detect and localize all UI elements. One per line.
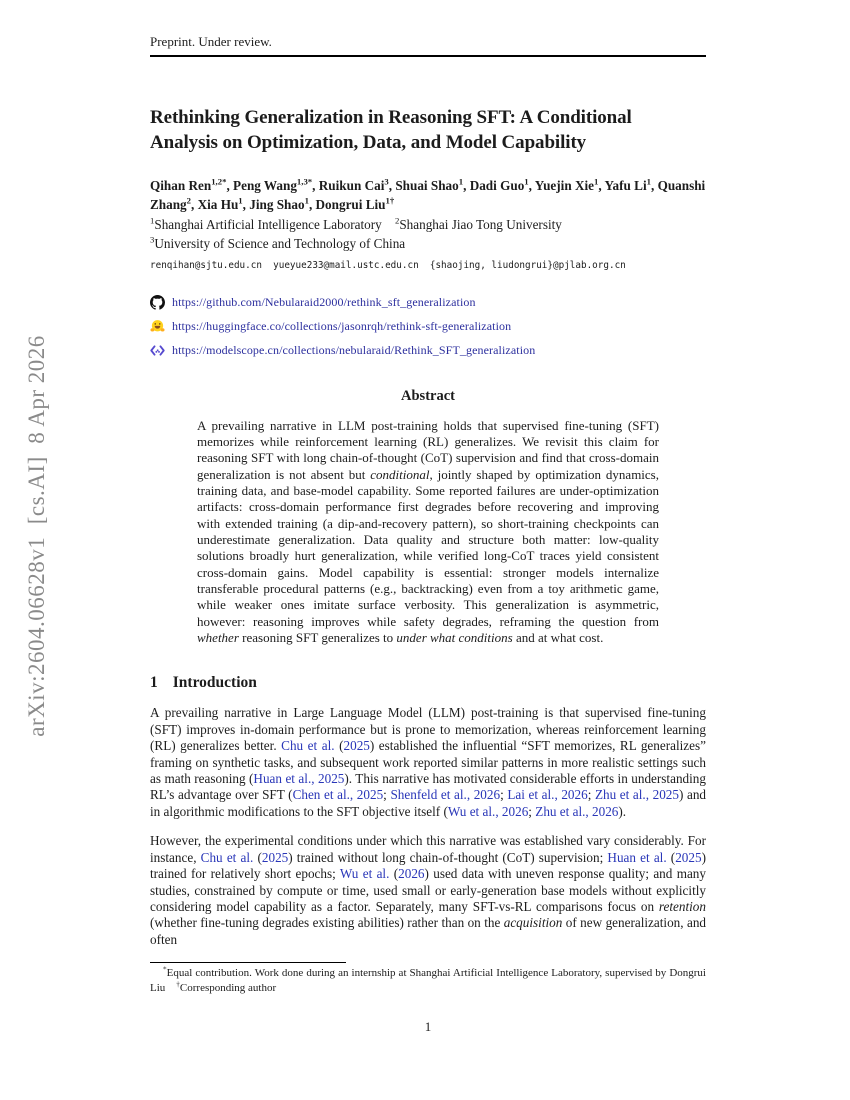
citation-link[interactable]: Shenfeld et al., 2026 <box>390 787 501 803</box>
text-segment: retention <box>658 899 706 915</box>
citation-link[interactable]: Chu et al. <box>281 738 335 754</box>
text-segment: ) established the influential “SFT memorizes, RL generalizes” framing on synthetic tasks, and subsequent work reported similar patterns in more realistic settings such as math reasoning ( <box>150 738 706 786</box>
citation-link[interactable]: 2025 <box>261 849 289 865</box>
author-name: Dongrui Liu$^{1\dagger}$ <box>315 195 395 212</box>
page-content <box>150 0 706 1035</box>
text-segment: ; <box>383 787 391 803</box>
modelscope-link-row <box>150 343 706 358</box>
text-segment: whether <box>197 629 239 645</box>
text-segment: ; <box>587 787 595 803</box>
modelscope-icon <box>150 343 165 358</box>
text-segment: and at what cost. <box>512 629 604 645</box>
citation-link[interactable]: Huan et al., 2025 <box>253 770 345 786</box>
text-segment: reasoning SFT generalizes to <box>238 629 397 645</box>
text-segment: ; <box>500 787 508 803</box>
resource-links <box>150 295 706 358</box>
text-segment: ). This narrative has motivated considerable efforts in understanding RL’s advantage over SFT ( <box>150 770 706 803</box>
author-name: Jing Shao$^1$ <box>249 195 309 212</box>
text-segment: (whether fine-tuning degrades existing abilities) rather than on the <box>150 915 504 931</box>
section-title: Introduction <box>172 674 257 692</box>
preprint-note: Preprint. Under review. <box>150 34 272 49</box>
citation-link[interactable]: 2025 <box>343 738 370 754</box>
section-heading-introduction <box>150 674 706 692</box>
footnote-text <box>150 966 706 995</box>
text-segment: Corresponding author <box>179 981 277 994</box>
text-segment: ) and in algorithmic modifications to the SFT objective itself ( <box>150 787 707 819</box>
text-segment: ( <box>253 849 262 865</box>
header-rule <box>150 55 706 57</box>
text-segment: conditional <box>370 466 430 482</box>
author-name: Qihan Ren$^{1,2*}$ <box>150 176 227 193</box>
text-segment: ( <box>334 738 344 754</box>
text-segment: ) trained for relatively short epochs; <box>150 849 706 882</box>
abstract-section <box>150 388 706 646</box>
text-segment: ( <box>666 849 676 865</box>
footnote-block <box>150 962 706 995</box>
github-link[interactable]: https://github.com/Nebularaid2000/rethink_sft_generalization <box>172 294 476 309</box>
citation-link[interactable]: Chu et al. <box>200 849 254 865</box>
author-name: Yuejin Xie$^1$ <box>534 176 599 193</box>
text-segment: † <box>176 979 180 988</box>
huggingface-icon <box>150 319 165 334</box>
author-name: Xia Hu$^1$ <box>197 195 243 212</box>
citation-link[interactable]: Chen et al., 2025 <box>292 787 384 803</box>
author-name: Yafu Li$^1$ <box>604 176 651 193</box>
affiliation-line: $^1$Shanghai Artificial Intelligence Laboratory $^2$Shanghai Jiao Tong University <box>150 215 562 233</box>
citation-link[interactable]: Zhu et al., 2026 <box>535 803 619 819</box>
text-segment: However, the experimental conditions under which this narrative was established vary considerably. For instance, <box>150 833 706 865</box>
text-segment: A prevailing narrative in Large Language Model (LLM) post-training is that supervised fine-tuning (SFT) improves in-domain performance but is prone to memorization, whereas reinforcement learning (RL) generalizes better. <box>150 705 706 754</box>
text-segment: , jointly shaped by optimization dynamics, training data, and base-model capability. Some reported failures are under-optimization artifacts: cross-domain performance first degrades before recovering and improving with extended training (a dip-and-recovery pattern), so short-training checkpoints can underestimate generalization. Data quality and structure both matter: low-quality solutions broadly hurt generalization, while verified long-CoT traces yield consistent cross-domain gains. Model capability is essential: stronger models internalize transferable procedural patterns (e.g., backtracking) even from a toy arithmetic game, while weaker ones imitate surface verbosity. This generalization is asymmetric, however: reasoning improves while safety degrades, reframing the question from <box>197 466 659 629</box>
citation-link[interactable]: 2025 <box>675 849 702 865</box>
author-name: Shuai Shao$^1$ <box>395 176 464 193</box>
huggingface-link[interactable]: https://huggingface.co/collections/jasonrqh/rethink-sft-generalization <box>172 318 512 333</box>
author-name: Quanshi Zhang$^2$ <box>150 177 706 212</box>
citation-link[interactable]: Wu et al. <box>339 866 390 882</box>
text-segment: ; <box>528 803 536 819</box>
affiliations <box>150 216 706 253</box>
intro-paragraph-1 <box>150 705 706 820</box>
footnote-rule <box>150 962 346 963</box>
citation-link[interactable]: Wu et al., 2026 <box>447 803 529 819</box>
author-name: Peng Wang$^{1,3*}$ <box>233 176 313 193</box>
author-name: Ruikun Cai$^3$ <box>318 176 389 193</box>
text-segment: ( <box>389 866 399 882</box>
text-segment: A prevailing narrative in LLM post-training holds that supervised fine-tuning (SFT) memorizes while reinforcement learning (RL) generalizes. We revisit this claim for reasoning SFT with long chain-of-thought (CoT) supervision and find that cross-domain generalization is not absent but <box>197 417 659 482</box>
citation-link[interactable]: Zhu et al., 2025 <box>594 787 679 803</box>
author-emails: renqihan@sjtu.edu.cn yueyue233@mail.ustc.edu.cn {shaojing, liudongrui}@pjlab.org.cn <box>150 259 626 271</box>
arxiv-watermark: arXiv:2604.06628v1 [cs.AI] 8 Apr 2026 <box>24 335 49 737</box>
page-number: 1 <box>424 1018 432 1034</box>
text-segment: ). <box>618 803 627 819</box>
paper-title <box>150 105 706 156</box>
github-link-row <box>150 295 706 310</box>
citation-link[interactable]: 2026 <box>398 866 425 882</box>
author-list: Qihan Ren$^{1,2*}$, Peng Wang$^{1,3*}$, Ruikun Cai$^3$, Shuai Shao$^1$, Dadi Guo$^1$, Yuejin Xie$^1$, Yafu Li$^1$, Quanshi Zhang$^2$, Xia Hu$^1$, Jing Shao$^1$, Dongrui Liu$^{1\dagger}$ <box>150 176 706 212</box>
section-number: 1 <box>150 674 158 692</box>
modelscope-link[interactable]: https://modelscope.cn/collections/nebularaid/Rethink_SFT_generalization <box>172 342 536 357</box>
text-segment: ) used data with uneven response quality; and many studies, constrained by compute or time, used small or early-generation base models without explicitly considering model capability as a factor. Separately, many SFT-vs-RL comparisons focus on <box>150 866 706 915</box>
paper-title-line2: Analysis on Optimization, Data, and Model Capability <box>150 132 587 154</box>
abstract-heading: Abstract <box>401 387 455 404</box>
github-icon <box>150 295 165 310</box>
text-segment: of new generalization, and often <box>150 915 707 947</box>
intro-paragraph-2 <box>150 833 706 948</box>
affiliation-line: $^3$University of Science and Technology of China <box>150 234 406 252</box>
huggingface-link-row <box>150 319 706 334</box>
text-segment: acquisition <box>503 915 563 931</box>
text-segment: * <box>163 965 167 974</box>
abstract-text <box>150 418 706 646</box>
citation-link[interactable]: Lai et al., 2026 <box>507 787 588 803</box>
text-segment: Equal contribution. Work done during an internship at Shanghai Artificial Intelligence Laboratory, supervised by Dongrui Liu <box>150 967 706 994</box>
text-segment: ) trained without long chain-of-thought (CoT) supervision; <box>288 849 608 865</box>
citation-link[interactable]: Huan et al. <box>607 849 667 865</box>
author-name: Dadi Guo$^1$ <box>469 176 529 193</box>
paper-title-line1: Rethinking Generalization in Reasoning SFT: A Conditional <box>150 107 632 128</box>
text-segment: under what conditions <box>396 629 513 645</box>
